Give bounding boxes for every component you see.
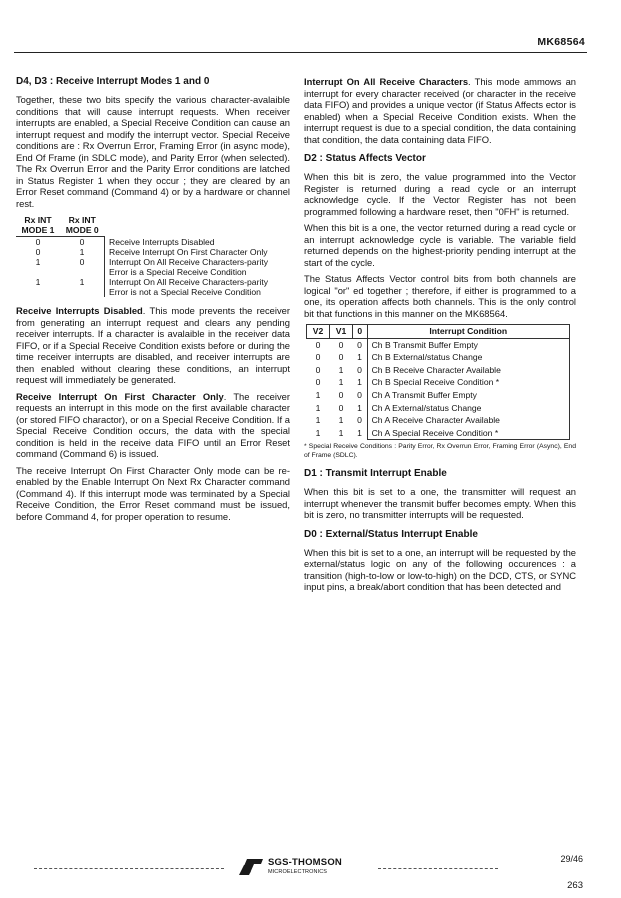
d0-heading: D0 : External/Status Interrupt Enable (304, 528, 478, 540)
table-cell: 1 (338, 428, 344, 438)
table-cell: Ch B Receive Character Available (367, 364, 569, 377)
table-cell: Ch B Transmit Buffer Empty (367, 338, 569, 351)
table-row (16, 247, 278, 257)
table-cell: Ch A Receive Character Available (367, 414, 569, 427)
d2-paragraph-1: When this bit is zero, the value programmed into the Vector Register is returned during a read cycle or an interrupt acknowledge cycle. If the Vector Register has not been programmed following a hardware reset, then "0FH" is returned. (304, 171, 576, 217)
table-cell: Ch A External/status Change (367, 402, 569, 415)
all-characters-paragraph (304, 76, 576, 145)
table-cell: 0 (338, 352, 344, 363)
right-column (304, 76, 576, 598)
table-row (307, 427, 570, 440)
table-cell: 1 (79, 247, 85, 257)
vector-col-0: 0 (353, 325, 368, 339)
table-cell: Ch A Transmit Buffer Empty (367, 389, 569, 402)
brand-name: SGS-THOMSON (268, 857, 342, 868)
first-character-paragraph (16, 391, 290, 460)
table-row (16, 277, 278, 297)
table-row (307, 376, 570, 389)
table-cell: 0 (315, 339, 321, 350)
table-cell: 1 (35, 277, 41, 287)
table-cell: Ch A Special Receive Condition * (367, 427, 569, 440)
table-cell: 0 (338, 389, 344, 400)
table-cell: 1 (357, 428, 362, 438)
table-cell: 0 (35, 237, 41, 247)
table-cell: 0 (79, 257, 85, 267)
reenable-paragraph: The receive Interrupt On First Character Only mode can be re-enabled by the Enable Interrupt On Next Rx Character command (Command 4). If this interrupt mode was terminated by a Special Receive Condition, the Error Reset command must be issued, before Command 4, for proper operation to resume. (16, 464, 290, 522)
table-cell: 1 (357, 402, 362, 413)
table-cell: 1 (338, 415, 344, 426)
vector-col-v2: V2 (307, 325, 330, 339)
table-cell: 0 (315, 352, 321, 363)
receive-interrupt-modes-table (16, 214, 278, 297)
table-row (307, 338, 570, 351)
table-row (307, 414, 570, 427)
vector-table-footnote: * Special Receive Conditions : Parity Error, Rx Overrun Error, Framing Error (Async), End of Frame (SDLC). (304, 443, 576, 459)
table-cell: 1 (79, 277, 85, 287)
table-cell: 0 (357, 339, 362, 350)
table-cell: 1 (315, 389, 321, 400)
d1-heading: D1 : Transmit Interrupt Enable (304, 468, 447, 480)
footer-divider-left (34, 868, 224, 869)
st-logo-icon (238, 856, 264, 876)
table-row (16, 257, 278, 277)
d2-paragraph-3: The Status Affects Vector control bits from both channels are logical "or" ed together ; therefore, if either is programmed to a one, its operation affects both channels. This is the only control bit that functions in this manner on the MK68564. (304, 273, 576, 319)
table-cell: 0 (35, 247, 41, 257)
table-row (16, 237, 278, 248)
first-character-lead: Receive Interrupt On First Character Only (16, 390, 224, 402)
brand-subtitle: MICROELECTRONICS (268, 869, 328, 875)
table-row (307, 402, 570, 415)
table-cell: 1 (315, 428, 321, 438)
all-characters-text: . This mode ammows an interrupt for every character received (or character in the receive data FIFO) and provides a unique vector (if Status Affects ector is enabled) when a Special Receive Condition exists. When the interrupt request is due to a special condition, the data containing that condition, the data containing data FIFO. (304, 76, 576, 145)
receive-disabled-text: . This mode prevents the receiver from generating an interrupt request and clears any pending receiver interrupts. If a character is avalaible in the receiver data FIFO, or if a Special Receive Condition exists before or during the time receiver interrupts are disabled, and receiver interrupts are then enabled without clearing these conditions, an interrupt request will immediately be generated. (16, 305, 290, 385)
table-row (307, 364, 570, 377)
table-cell: 1 (338, 364, 344, 375)
table-cell: 0 (357, 415, 362, 426)
table-cell: 0 (357, 364, 362, 375)
d4d3-paragraph: Together, these two bits specify the various character-avalaible conditions that will cause interrupt requests. When receiver interrupts are enabled, a Special Receive Condition can cause an interrupt request and modify the interrupt vector. Special Receive conditions are : Rx Overrun Error, Framing Error (in async mode), End Of Frame (in SDLC mode), and Parity Error (when selected). The Rx Overrun Error and the Parity Error conditions are latched in Status Register 1 when they occur ; they are cleared by an Error Reset command (Command 4) or by a hardware or channel rest. (16, 94, 290, 209)
table-cell: 1 (315, 415, 321, 426)
first-character-text: . The receiver requests an interrupt in this mode on the first available character (or stored FIFO charactor), or on a Special Receive Condition. If a Special Receive Condition occurs, the data with the special condition is held in the receive data FIFO until an Error Reset command (Command 6) is issued. (16, 390, 290, 459)
footer-divider-right (378, 868, 498, 869)
table-cell: 1 (357, 352, 362, 363)
receive-disabled-lead: Receive Interrupts Disabled (16, 305, 143, 316)
table-cell: Ch B External/status Change (367, 351, 569, 364)
table-cell: 0 (315, 364, 321, 375)
modes-col-desc (105, 214, 279, 237)
table-cell: 0 (338, 402, 344, 413)
table-cell: Receive Interrupt On First Character Only (105, 247, 279, 257)
d0-paragraph: When this bit is set to a one, an interrupt will be requested by the external/status logic on any of the following occurences : a transition (high-to-low or low-to-high) on the DCD, CTS, or SYNC input pins, a break/abort condition that has been detected and (304, 546, 576, 593)
table-cell: 1 (338, 377, 344, 388)
left-column (16, 76, 290, 527)
table-row (307, 389, 570, 402)
receive-disabled-paragraph (16, 305, 290, 386)
table-cell: Interrupt On All Receive Characters-parity Error is not a Special Receive Condition (105, 277, 279, 297)
table-cell: 1 (315, 402, 321, 413)
d1-paragraph: When this bit is set to a one, the transmitter will request an interrupt whenever the transmit buffer becomes empty. When this bit is zero, no transmitter interrupts will be requested. (304, 486, 576, 521)
table-cell: 0 (338, 339, 344, 350)
vector-table-header (307, 325, 570, 339)
d4d3-heading: D4, D3 : Receive Interrupt Modes 1 and 0 (16, 76, 210, 87)
modes-col-mode1: Rx INT MODE 1 (16, 214, 60, 237)
page-number: 263 (567, 880, 583, 891)
modes-table-header (16, 214, 278, 237)
d2-heading: D2 : Status Affects Vector (304, 153, 426, 164)
modes-col-mode0: Rx INT MODE 0 (60, 214, 105, 237)
document-header-title: MK68564 (537, 36, 585, 48)
table-cell: 1 (357, 377, 362, 388)
table-cell: Interrupt On All Receive Characters-parity Error is a Special Receive Condition (105, 257, 279, 277)
interrupt-vector-table (306, 324, 570, 440)
page-of-total: 29/46 (560, 854, 583, 864)
table-cell: Ch B Special Receive Condition * (367, 376, 569, 389)
table-row (307, 351, 570, 364)
table-cell: 0 (79, 237, 85, 247)
table-cell: 1 (35, 257, 41, 267)
table-cell: 0 (315, 377, 321, 388)
vector-col-condition: Interrupt Condition (367, 325, 569, 339)
all-characters-lead: Interrupt On All Receive Characters (304, 76, 469, 87)
table-cell: 0 (357, 389, 362, 400)
d2-paragraph-2: When this bit is a one, the vector returned during a read cycle or an interrupt acknowledge cycle is variable. The variable field returned depends on the highest-priority pending interrupt at the start of the cycle. (304, 222, 576, 268)
header-rule (14, 52, 587, 53)
table-cell: Receive Interrupts Disabled (105, 237, 279, 248)
vector-col-v1: V1 (330, 325, 353, 339)
